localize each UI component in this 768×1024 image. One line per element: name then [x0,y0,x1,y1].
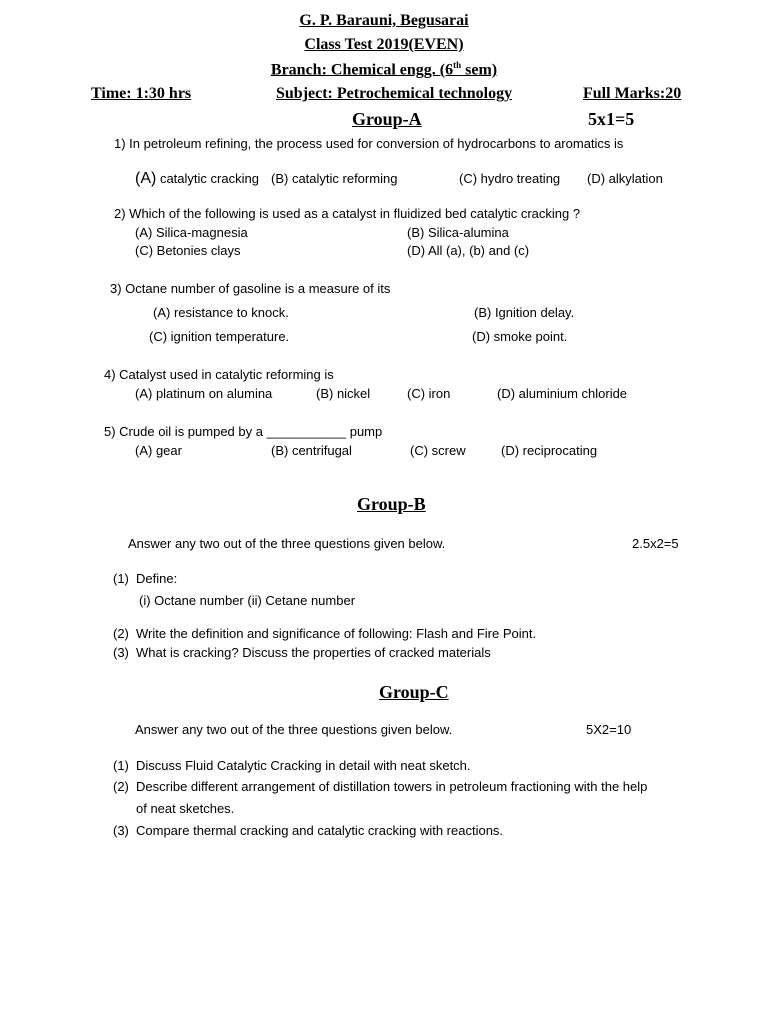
q5-option-a: (A) gear [135,443,182,458]
group-c-q1-num: (1) [113,758,129,773]
q2-option-a: (A) Silica-magnesia [135,225,248,240]
q4-option-a: (A) platinum on alumina [135,386,273,401]
subject-label: Subject: Petrochemical technology [276,85,513,102]
group-c-q2-num: (2) [113,779,129,794]
group-c-q3-text: Compare thermal cracking and catalytic cracking with reactions. [136,823,504,838]
group-a-marks: 5x1=5 [588,109,635,129]
q4-option-d: (D) aluminium chloride [497,386,628,401]
group-c-q2-continued: of neat sketches. [136,801,235,816]
branch-prefix: Branch: Chemical engg. (6 [270,61,454,79]
test-title: Class Test 2019(EVEN) [304,36,464,53]
group-b-q1-text: Define: [136,571,178,586]
group-b-q2-num: (2) [113,626,129,641]
group-b-instruction: Answer any two out of the three questions given below. [128,536,446,551]
group-a-title: Group-A [352,109,422,129]
group-c-q3-num: (3) [113,823,129,838]
question-3: 3) Octane number of gasoline is a measure of its [110,281,391,296]
q2-option-b: (B) Silica-alumina [407,225,509,240]
q1-option-d: (D) alkylation [587,171,663,186]
q5-option-d: (D) reciprocating [501,443,598,458]
group-c-q2-text: Describe different arrangement of distillation towers in petroleum fractioning with the help [136,779,648,794]
q2-option-d: (D) All (a), (b) and (c) [407,243,530,258]
branch-suffix: sem) [461,61,498,79]
group-c-title: Group-C [379,682,449,702]
group-c-q1-text: Discuss Fluid Catalytic Cracking in detail with neat sketch. [136,758,471,773]
full-marks-label: Full Marks:20 [583,85,682,102]
group-b-q1-detail: (i) Octane number (ii) Cetane number [139,593,356,608]
q1-option-c: (C) hydro treating [459,171,561,186]
group-b-marks: 2.5x2=5 [632,536,679,551]
q5-option-b: (B) centrifugal [271,443,352,458]
time-label: Time: 1:30 hrs [91,85,192,102]
group-b-q1-num: (1) [113,571,129,586]
q1-option-a-letter: (A) [135,170,157,187]
group-c-instruction: Answer any two out of the three questions given below. [135,722,453,737]
q3-option-c: (C) ignition temperature. [149,329,290,344]
q3-option-d: (D) smoke point. [472,329,568,344]
question-5: 5) Crude oil is pumped by a ___________ pump [104,424,383,439]
group-b-q2-text: Write the definition and significance of following: Flash and Fire Point. [136,626,537,641]
group-b-q3-num: (3) [113,645,129,660]
question-2: 2) Which of the following is used as a catalyst in fluidized bed catalytic cracking ? [114,206,581,221]
q5-option-c: (C) screw [410,443,466,458]
group-c-marks: 5X2=10 [586,722,632,737]
q1-option-b: (B) catalytic reforming [271,171,398,186]
branch-sup: th [453,60,462,70]
q4-option-c: (C) iron [407,386,451,401]
college-name: G. P. Barauni, Begusarai [299,12,469,29]
group-b-title: Group-B [357,494,426,514]
question-4: 4) Catalyst used in catalytic reforming is [104,367,334,382]
q4-option-b: (B) nickel [316,386,371,401]
branch-line [0,60,768,79]
q1-option-a-text: catalytic cracking [156,171,259,186]
q2-option-c: (C) Betonies clays [135,243,241,258]
group-b-q3-text: What is cracking? Discuss the properties of cracked materials [136,645,491,660]
q1-option-a [135,170,259,188]
question-1: 1) In petroleum refining, the process used for conversion of hydrocarbons to aromatics is [114,136,624,151]
q3-option-b: (B) Ignition delay. [474,305,575,320]
q3-option-a: (A) resistance to knock. [153,305,289,320]
